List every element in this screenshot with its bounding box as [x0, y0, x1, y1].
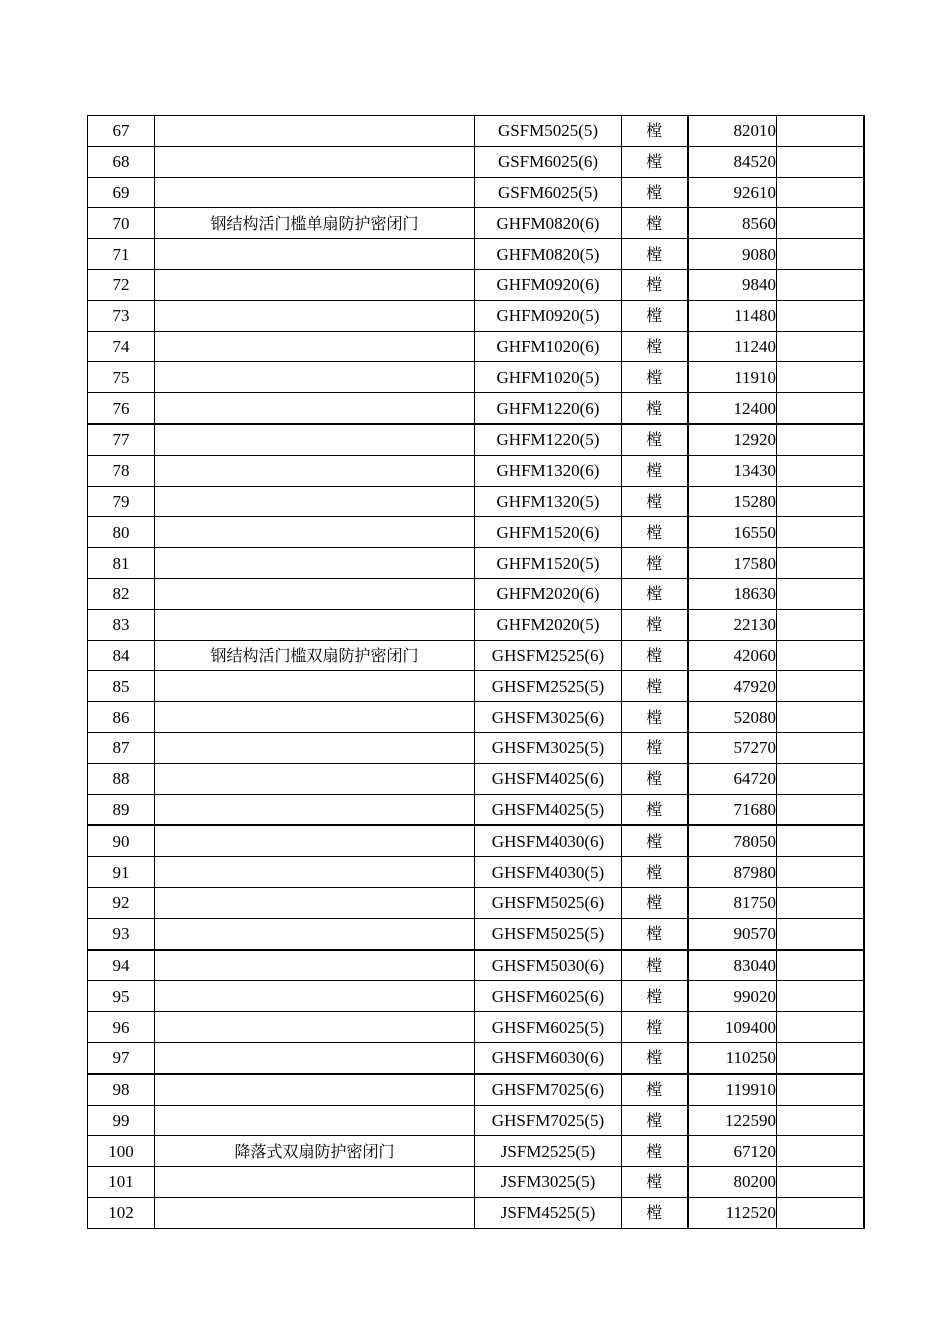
unit-cell: 樘	[622, 239, 688, 270]
table-row	[88, 269, 864, 300]
table-row	[88, 1042, 864, 1073]
unit-cell: 樘	[622, 857, 688, 888]
model-number: JSFM2525(5)	[475, 1136, 622, 1167]
note-cell	[777, 146, 864, 177]
table-row	[88, 950, 864, 981]
note-cell	[777, 794, 864, 825]
note-cell	[777, 609, 864, 640]
unit-cell: 樘	[622, 424, 688, 455]
price-cell: 17580	[688, 548, 777, 579]
price-cell: 16550	[688, 517, 777, 548]
unit-cell: 樘	[622, 887, 688, 918]
product-name	[155, 609, 475, 640]
product-name	[155, 517, 475, 548]
product-name	[155, 331, 475, 362]
row-number: 70	[88, 208, 155, 239]
unit-cell: 樘	[622, 981, 688, 1012]
price-cell: 9840	[688, 269, 777, 300]
product-name	[155, 116, 475, 147]
price-cell: 109400	[688, 1012, 777, 1043]
product-name	[155, 702, 475, 733]
table-row	[88, 732, 864, 763]
table-row	[88, 1012, 864, 1043]
unit-cell: 樘	[622, 578, 688, 609]
note-cell	[777, 1074, 864, 1105]
product-name	[155, 393, 475, 424]
model-number: GHFM1520(6)	[475, 517, 622, 548]
unit-cell: 樘	[622, 517, 688, 548]
product-name	[155, 1167, 475, 1198]
row-number: 72	[88, 269, 155, 300]
model-number: GHSFM6025(6)	[475, 981, 622, 1012]
note-cell	[777, 239, 864, 270]
row-number: 101	[88, 1167, 155, 1198]
product-name	[155, 732, 475, 763]
note-cell	[777, 887, 864, 918]
product-name	[155, 146, 475, 177]
product-name	[155, 269, 475, 300]
model-number: GHFM1020(5)	[475, 362, 622, 393]
price-cell: 13430	[688, 455, 777, 486]
row-number: 84	[88, 640, 155, 671]
row-number: 86	[88, 702, 155, 733]
table-row	[88, 1105, 864, 1136]
model-number: GHSFM7025(5)	[475, 1105, 622, 1136]
table-row	[88, 578, 864, 609]
table-row	[88, 177, 864, 208]
product-name	[155, 1105, 475, 1136]
row-number: 92	[88, 887, 155, 918]
table-row	[88, 424, 864, 455]
model-number: GHSFM6025(5)	[475, 1012, 622, 1043]
product-name	[155, 950, 475, 981]
note-cell	[777, 1167, 864, 1198]
product-name	[155, 1042, 475, 1073]
unit-cell: 樘	[622, 146, 688, 177]
product-name	[155, 981, 475, 1012]
note-cell	[777, 269, 864, 300]
note-cell	[777, 208, 864, 239]
row-number: 100	[88, 1136, 155, 1167]
product-name: 钢结构活门槛单扇防护密闭门	[155, 208, 475, 239]
table-row	[88, 825, 864, 856]
product-name	[155, 177, 475, 208]
model-number: GHSFM3025(5)	[475, 732, 622, 763]
model-number: GSFM6025(6)	[475, 146, 622, 177]
model-number: GHSFM6030(6)	[475, 1042, 622, 1073]
table-row	[88, 671, 864, 702]
row-number: 73	[88, 300, 155, 331]
note-cell	[777, 486, 864, 517]
price-cell: 90570	[688, 918, 777, 949]
unit-cell: 樘	[622, 702, 688, 733]
price-cell: 67120	[688, 1136, 777, 1167]
product-name	[155, 578, 475, 609]
unit-cell: 樘	[622, 331, 688, 362]
unit-cell: 樘	[622, 732, 688, 763]
note-cell	[777, 732, 864, 763]
row-number: 83	[88, 609, 155, 640]
table-row	[88, 300, 864, 331]
product-name	[155, 1197, 475, 1228]
price-cell: 11480	[688, 300, 777, 331]
product-name	[155, 548, 475, 579]
note-cell	[777, 702, 864, 733]
model-number: GHFM0920(5)	[475, 300, 622, 331]
model-number: GHSFM5025(5)	[475, 918, 622, 949]
price-cell: 12920	[688, 424, 777, 455]
model-number: GHFM0920(6)	[475, 269, 622, 300]
row-number: 85	[88, 671, 155, 702]
table-row	[88, 208, 864, 239]
row-number: 79	[88, 486, 155, 517]
table-row	[88, 609, 864, 640]
product-name	[155, 486, 475, 517]
row-number: 94	[88, 950, 155, 981]
product-name	[155, 857, 475, 888]
row-number: 96	[88, 1012, 155, 1043]
note-cell	[777, 393, 864, 424]
row-number: 71	[88, 239, 155, 270]
unit-cell: 樘	[622, 362, 688, 393]
row-number: 81	[88, 548, 155, 579]
note-cell	[777, 981, 864, 1012]
table-row	[88, 1074, 864, 1105]
product-name	[155, 671, 475, 702]
row-number: 98	[88, 1074, 155, 1105]
table-row	[88, 146, 864, 177]
model-number: GHFM1220(5)	[475, 424, 622, 455]
row-number: 89	[88, 794, 155, 825]
unit-cell: 樘	[622, 486, 688, 517]
table-row	[88, 1167, 864, 1198]
product-name	[155, 763, 475, 794]
row-number: 90	[88, 825, 155, 856]
row-number: 77	[88, 424, 155, 455]
note-cell	[777, 825, 864, 856]
model-number: GHSFM5025(6)	[475, 887, 622, 918]
unit-cell: 樘	[622, 1197, 688, 1228]
row-number: 82	[88, 578, 155, 609]
table-row	[88, 981, 864, 1012]
unit-cell: 樘	[622, 177, 688, 208]
model-number: GHFM1220(6)	[475, 393, 622, 424]
price-cell: 8560	[688, 208, 777, 239]
unit-cell: 樘	[622, 794, 688, 825]
table-row	[88, 517, 864, 548]
model-number: JSFM4525(5)	[475, 1197, 622, 1228]
product-name	[155, 825, 475, 856]
product-name	[155, 887, 475, 918]
note-cell	[777, 300, 864, 331]
row-number: 75	[88, 362, 155, 393]
row-number: 67	[88, 116, 155, 147]
unit-cell: 樘	[622, 609, 688, 640]
product-name	[155, 300, 475, 331]
table-row	[88, 393, 864, 424]
price-cell: 42060	[688, 640, 777, 671]
model-number: GHSFM7025(6)	[475, 1074, 622, 1105]
price-cell: 9080	[688, 239, 777, 270]
note-cell	[777, 116, 864, 147]
row-number: 78	[88, 455, 155, 486]
table-row	[88, 918, 864, 949]
unit-cell: 樘	[622, 1167, 688, 1198]
unit-cell: 樘	[622, 1105, 688, 1136]
price-cell: 18630	[688, 578, 777, 609]
note-cell	[777, 517, 864, 548]
model-number: GHSFM2525(5)	[475, 671, 622, 702]
model-number: GHFM1320(6)	[475, 455, 622, 486]
note-cell	[777, 1197, 864, 1228]
price-cell: 47920	[688, 671, 777, 702]
model-number: GHSFM4025(6)	[475, 763, 622, 794]
model-number: GHSFM3025(6)	[475, 702, 622, 733]
note-cell	[777, 671, 864, 702]
note-cell	[777, 1042, 864, 1073]
row-number: 102	[88, 1197, 155, 1228]
price-cell: 84520	[688, 146, 777, 177]
price-cell: 64720	[688, 763, 777, 794]
price-cell: 71680	[688, 794, 777, 825]
table-row	[88, 362, 864, 393]
table-row	[88, 640, 864, 671]
note-cell	[777, 548, 864, 579]
table-body	[88, 116, 864, 1229]
note-cell	[777, 763, 864, 794]
model-number: GHFM2020(6)	[475, 578, 622, 609]
note-cell	[777, 640, 864, 671]
product-name	[155, 794, 475, 825]
row-number: 97	[88, 1042, 155, 1073]
price-cell: 92610	[688, 177, 777, 208]
price-cell: 52080	[688, 702, 777, 733]
product-name	[155, 239, 475, 270]
price-cell: 11240	[688, 331, 777, 362]
row-number: 69	[88, 177, 155, 208]
model-number: GHFM2020(5)	[475, 609, 622, 640]
price-cell: 57270	[688, 732, 777, 763]
model-number: GHSFM5030(6)	[475, 950, 622, 981]
row-number: 95	[88, 981, 155, 1012]
row-number: 74	[88, 331, 155, 362]
unit-cell: 樘	[622, 918, 688, 949]
note-cell	[777, 362, 864, 393]
table-row	[88, 702, 864, 733]
price-cell: 22130	[688, 609, 777, 640]
row-number: 93	[88, 918, 155, 949]
table-row	[88, 794, 864, 825]
price-cell: 99020	[688, 981, 777, 1012]
unit-cell: 樘	[622, 1074, 688, 1105]
unit-cell: 樘	[622, 300, 688, 331]
price-cell: 119910	[688, 1074, 777, 1105]
price-cell: 110250	[688, 1042, 777, 1073]
unit-cell: 樘	[622, 640, 688, 671]
row-number: 91	[88, 857, 155, 888]
note-cell	[777, 331, 864, 362]
product-name	[155, 424, 475, 455]
table-row	[88, 239, 864, 270]
model-number: GHFM0820(5)	[475, 239, 622, 270]
price-cell: 83040	[688, 950, 777, 981]
product-name	[155, 455, 475, 486]
model-number: GHFM1520(5)	[475, 548, 622, 579]
unit-cell: 樘	[622, 548, 688, 579]
row-number: 99	[88, 1105, 155, 1136]
table-row	[88, 331, 864, 362]
table-row	[88, 116, 864, 147]
note-cell	[777, 1012, 864, 1043]
table-row	[88, 1136, 864, 1167]
table-row	[88, 548, 864, 579]
note-cell	[777, 177, 864, 208]
model-number: GHFM1320(5)	[475, 486, 622, 517]
table-row	[88, 455, 864, 486]
unit-cell: 樘	[622, 950, 688, 981]
unit-cell: 樘	[622, 208, 688, 239]
note-cell	[777, 1105, 864, 1136]
model-number: GHSFM4030(6)	[475, 825, 622, 856]
price-cell: 80200	[688, 1167, 777, 1198]
table-row	[88, 1197, 864, 1228]
product-name	[155, 1012, 475, 1043]
price-cell: 11910	[688, 362, 777, 393]
table-row	[88, 763, 864, 794]
note-cell	[777, 455, 864, 486]
price-cell: 81750	[688, 887, 777, 918]
note-cell	[777, 1136, 864, 1167]
table-row	[88, 857, 864, 888]
price-cell: 122590	[688, 1105, 777, 1136]
unit-cell: 樘	[622, 1136, 688, 1167]
price-cell: 112520	[688, 1197, 777, 1228]
unit-cell: 樘	[622, 393, 688, 424]
model-number: GSFM5025(5)	[475, 116, 622, 147]
row-number: 76	[88, 393, 155, 424]
unit-cell: 樘	[622, 1042, 688, 1073]
product-name	[155, 918, 475, 949]
product-name: 降落式双扇防护密闭门	[155, 1136, 475, 1167]
note-cell	[777, 578, 864, 609]
row-number: 68	[88, 146, 155, 177]
note-cell	[777, 950, 864, 981]
model-number: GHFM1020(6)	[475, 331, 622, 362]
unit-cell: 樘	[622, 763, 688, 794]
model-number: JSFM3025(5)	[475, 1167, 622, 1198]
model-number: GHSFM4030(5)	[475, 857, 622, 888]
product-name	[155, 1074, 475, 1105]
unit-cell: 樘	[622, 671, 688, 702]
row-number: 87	[88, 732, 155, 763]
row-number: 88	[88, 763, 155, 794]
unit-cell: 樘	[622, 825, 688, 856]
table-row	[88, 887, 864, 918]
row-number: 80	[88, 517, 155, 548]
price-cell: 87980	[688, 857, 777, 888]
unit-cell: 樘	[622, 455, 688, 486]
unit-cell: 樘	[622, 269, 688, 300]
model-number: GSFM6025(5)	[475, 177, 622, 208]
note-cell	[777, 424, 864, 455]
note-cell	[777, 857, 864, 888]
product-name: 钢结构活门槛双扇防护密闭门	[155, 640, 475, 671]
table-row	[88, 486, 864, 517]
note-cell	[777, 918, 864, 949]
price-cell: 12400	[688, 393, 777, 424]
price-cell: 78050	[688, 825, 777, 856]
model-number: GHSFM2525(6)	[475, 640, 622, 671]
model-number: GHFM0820(6)	[475, 208, 622, 239]
model-number: GHSFM4025(5)	[475, 794, 622, 825]
product-name	[155, 362, 475, 393]
price-table	[87, 115, 865, 1229]
unit-cell: 樘	[622, 116, 688, 147]
price-cell: 15280	[688, 486, 777, 517]
price-cell: 82010	[688, 116, 777, 147]
unit-cell: 樘	[622, 1012, 688, 1043]
